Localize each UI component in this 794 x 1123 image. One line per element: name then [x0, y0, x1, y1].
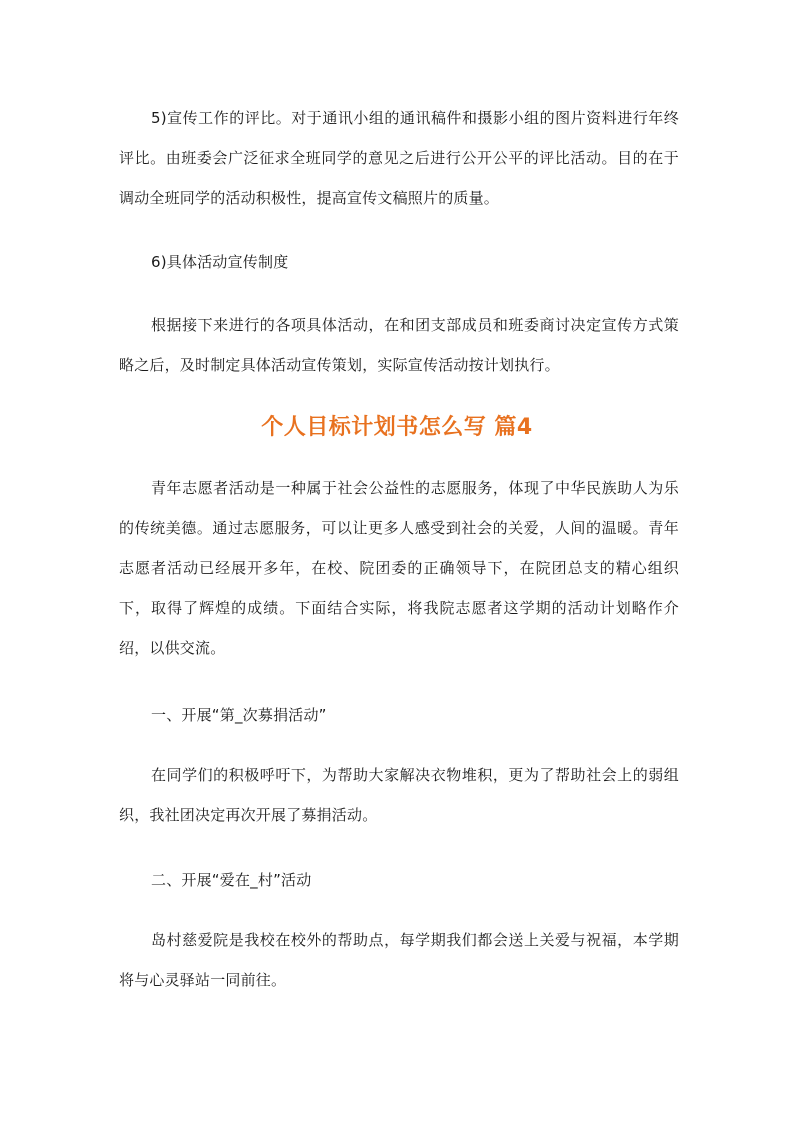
- paragraph-donation: 在同学们的积极呼吁下，为帮助大家解决衣物堆积，更为了帮助社会上的弱组织，我社团决定再次开展了募捐活动。: [119, 766, 679, 824]
- paragraph-care-home: 岛村慈爱院是我校在校外的帮助点，每学期我们都会送上关爱与祝福，本学期将与心灵驿站一同前往。: [119, 931, 679, 989]
- section-heading: 个人目标计划书怎么写 篇4: [261, 415, 533, 440]
- paragraph-item-two: 二、开展“爱在_村”活动: [151, 871, 312, 889]
- paragraph-activity-publicity-system: 6)具体活动宣传制度: [151, 253, 289, 271]
- paragraph-publicity-evaluation: 5)宣传工作的评比。对于通讯小组的通讯稿件和摄影小组的图片资料进行年终评比。由班委会广泛征求全班同学的意见之后进行公开公平的评比活动。目的在于调动全班同学的活动积极性，提高宣传文稿照片的质量。: [119, 109, 679, 207]
- paragraph-volunteer-intro: 青年志愿者活动是一种属于社会公益性的志愿服务，体现了中华民族助人为乐的传统美德。通过志愿服务，可以让更多人感受到社会的关爱，人间的温暖。青年志愿者活动已经展开多年，在校、院团委的正确领导下，在院团总支的精心组织下，取得了辉煌的成绩。下面结合实际，将我院志愿者这学期的活动计划略作介绍，以供交流。: [119, 479, 679, 657]
- paragraph-publicity-plan: 根据接下来进行的各项具体活动，在和团支部成员和班委商讨决定宣传方式策略之后，及时制定具体活动宣传策划，实际宣传活动按计划执行。: [119, 316, 679, 374]
- paragraph-item-one: 一、开展“第_次募捐活动”: [151, 706, 327, 724]
